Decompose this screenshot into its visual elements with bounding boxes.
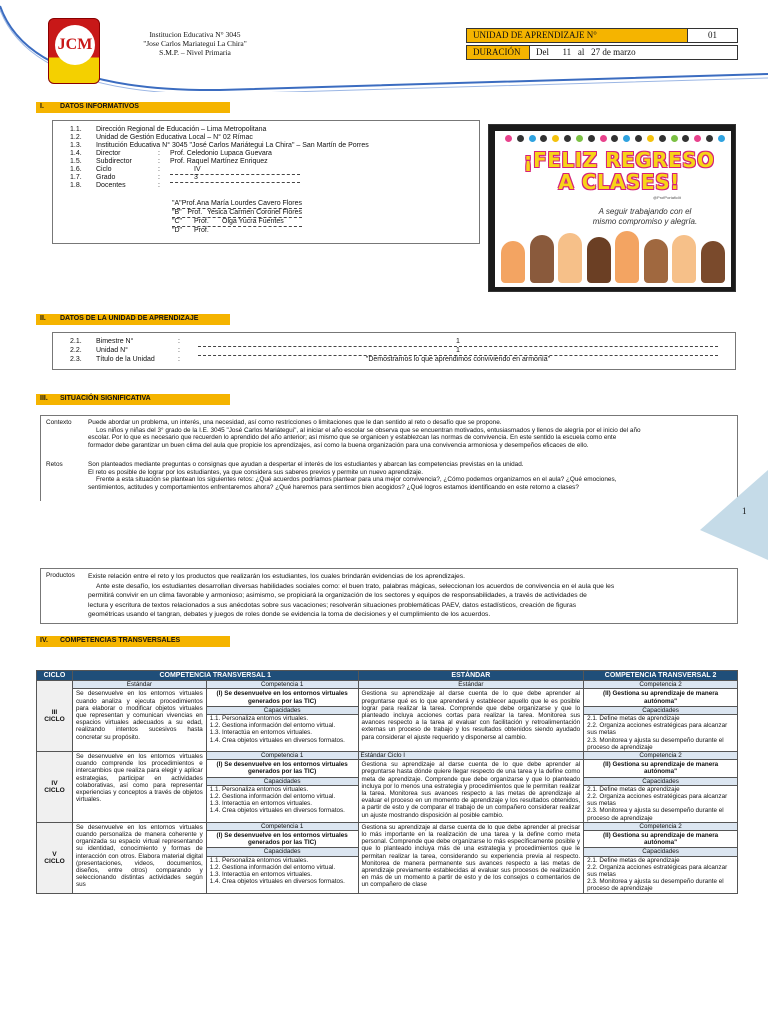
poster-title-line: ¡FELIZ REGRESO (523, 148, 715, 172)
contexto-line: Los niños y niñas del 3° grado de la I.E. 3045 "José Carlos Mariátegui", al iniciar el año escolar se observa que se encuentran motivados, entusiasmados y llenos de alegría por el inicio del año (96, 426, 641, 434)
page-number: 1 (742, 506, 747, 516)
ciclo-cell: IV CICLO (37, 752, 73, 823)
school-logo (48, 18, 100, 84)
list-item: 1.1. Personaliza entornos virtuales. (209, 785, 309, 793)
poster-dot-border (505, 135, 725, 143)
comp1-name-cell: (I) Se desenvuelve en los entornos virtuales generados por las TIC) (206, 831, 358, 848)
datos-num: 1.2. (70, 134, 82, 141)
column-header: COMPETENCIA TRANSVERSAL 2 (584, 671, 738, 681)
poster-subtitle-line: A seguir trabajando con el (598, 207, 692, 216)
productos-line: Ante este desafío, los estudiantes desarrollan diversas habilidades sociales como: el buen trato, palabras mágicas, seleccionan los acuerdos de convivencia en el aula que les (96, 582, 615, 590)
section-number: III. (40, 395, 48, 402)
retos-line: sentimientos, actitudes y comportamientos enfrentaremos ahora? ¿Qué haremos para sentirnos bien acogidos? ¿Qué logros estamos identificando en este retorno a clases? (88, 483, 579, 491)
datos-value: Prof. Celedonio Lupaca Guevara (170, 150, 272, 157)
contexto-line: escolar. Por lo que es necesario que recuerden lo aprendido del año anterior; así mismo que se organicen y establezcan las normas de convivencia. En este sentido la escuela como ente (88, 434, 617, 442)
datos-label: Director (96, 150, 121, 157)
capacidades-label-cell: Capacidades (206, 706, 358, 714)
list-item: 1.3. Interactúa en entornos virtuales. (209, 871, 312, 879)
productos-line: permitirá convivir en un clima favorable y armonioso; asimismo, se propiciará la organización de los sectores y equipos de responsabilidades, a través de actividades de (88, 592, 587, 600)
retos-line: Son planteados mediante preguntas o consignas que ayudan a despertar el interés de los estudiantes y abarcan las competencias previstas en la unidad. (88, 461, 524, 468)
unidad-row (70, 338, 718, 347)
capacidades1-cell (206, 715, 358, 752)
retos-text (88, 461, 734, 491)
poster-title (519, 149, 719, 193)
productos-line: lectura y escritura de textos relacionados a sus anécdotas sobre sus vacaciones; resolverán situaciones problemáticas PAEV, datos estadísticos, creación de figuras (88, 601, 577, 609)
unidad-num: 2.2. (70, 347, 82, 354)
table-row (37, 689, 738, 706)
unit-label: UNIDAD DE APRENDIZAJE N° (466, 28, 688, 43)
estandar-label-cell: Estándar Ciclo I (358, 752, 584, 760)
estandar1-cell: Se desenvuelve en los entornos virtuales cuando analiza y ejecuta procedimientos para elaborar o modificar objetos virtuales que representan y comunican vivencias en espacios virtuales adecuados a su edad, realizando intentos sucesivos hasta concretar su propósito. (72, 689, 206, 752)
unidad-value: 1 (198, 338, 718, 347)
section-number: II. (40, 315, 46, 322)
datos-row (70, 150, 272, 158)
datos-num: 1.4. (70, 150, 82, 157)
estandar2-cell: Gestiona su aprendizaje al darse cuenta de lo que debe aprender al preguntarse hasta dónde quiere llegar respecto de una tarea y la define como meta de aprendizaje. Comprende que debe organizarse y que lo planteado incluya por lo menos una estrategia y procedimientos que le permitan realizar la tarea. Monitorea sus avances respecto a las metas de aprendizaje al evaluar el proceso en un momento de aprendizaje y los resultados obtenidos, a partir de esto y de comparar el trabajo de un compañero considerar realizar un ajuste mostrando disposición al posible cambio. (358, 760, 584, 823)
datos-row (70, 134, 253, 142)
unidad-value: 1 (198, 347, 718, 356)
datos-colon: : (158, 182, 160, 189)
datos-colon: : (158, 166, 160, 173)
capacidades1-cell (206, 785, 358, 822)
datos-value: IV (170, 166, 300, 175)
school-name-line: Institucion Educativa N° 3045 (149, 30, 241, 39)
section-header-competencias (36, 636, 230, 647)
productos-text (88, 572, 734, 620)
estandar1-cell: Se desenvuelve en los entornos virtuales cuando personaliza de manera coherente y organizada su espacio virtual representando su identidad, conocimiento y formas de interacción con otros. Elabora material digital (presentaciones, videos, documentos, diseños, entre otros) comparando y seleccionando distintas actividades según sus (72, 822, 206, 893)
unidad-label: Unidad N° (96, 347, 128, 354)
list-item: 2.2. Organiza acciones estratégicas para alcanzar sus metas (587, 722, 728, 737)
list-item: 2.1. Define metas de aprendizaje (587, 856, 680, 864)
unidad-colon: : (178, 338, 180, 345)
section-header-datos-informativos (36, 102, 230, 113)
list-item: 2.3. Monitorea y ajusta su desempeño durante el proceso de aprendizaje (587, 807, 724, 822)
table-row (37, 681, 738, 689)
productos-label: Productos (46, 572, 75, 579)
column-header: ESTÁNDAR (358, 671, 584, 681)
unit-value: 01 (688, 28, 738, 43)
table-row (37, 752, 738, 760)
docente-name: Olga Yucra Fuentes (222, 218, 284, 225)
contexto-text (88, 419, 734, 449)
datos-num: 1.1. (70, 126, 82, 133)
poster-subtitle (585, 207, 705, 227)
datos-colon: : (158, 174, 160, 181)
unidad-title-value: "Demostramos lo que aprendimos conviviendo en armonía" (365, 356, 551, 363)
docente-row (172, 200, 302, 209)
unidad-label: Título de la Unidad (96, 356, 155, 363)
datos-num: 1.5. (70, 158, 82, 165)
datos-text: Institución Educativa N° 3045 "José Carlos Mariátegui La Chira" – San Martín de Porres (96, 142, 369, 149)
unidad-colon: : (178, 347, 180, 354)
retos-label: Retos (46, 461, 63, 468)
poster-signature: @ProfPortaficlit (653, 195, 681, 200)
list-item: 2.3. Monitorea y ajusta su desempeño durante el proceso de aprendizaje (587, 878, 724, 893)
estandar1-cell: Se desenvuelve en los entornos virtuales cuando comprende los procedimientos e intercambios que realiza para elegir y aplicar estrategias, participar en actividades colaborativas, así como para representar experiencias y conceptos a través de objetos virtuales. (72, 752, 206, 823)
contexto-line: formador debe garantizar un buen clima del aula que propicie los aprendizajes, así como la buena organización para una convivencia armoniosa y desempeños eficaces de ello. (88, 441, 589, 449)
unidad-num: 2.3. (70, 356, 82, 363)
competencias-table (36, 670, 738, 894)
docente-name: Ana María Lourdes Cavero Flores (196, 200, 302, 207)
unidad-label: Bimestre N° (96, 338, 134, 345)
capacidades2-cell (584, 856, 738, 893)
column-header: CICLO (37, 671, 73, 681)
page-corner-shape (700, 470, 768, 560)
docente-row (172, 209, 302, 218)
datos-label: Ciclo (96, 166, 112, 173)
section-number: IV. (40, 637, 48, 644)
list-item: 1.1. Personaliza entornos virtuales. (209, 715, 309, 723)
capacidades-label-cell: Capacidades (206, 848, 358, 856)
list-item: 1.1. Personaliza entornos virtuales. (209, 856, 309, 864)
section-title: DATOS INFORMATIVOS (60, 103, 139, 110)
productos-line: geométricas usando el tangran, debates y juegos de roles donde se evidencia la toma de decisiones y el cumplimiento de los acuerdos. (88, 611, 491, 619)
datos-label: Docentes (96, 182, 126, 189)
table-header-row (37, 671, 738, 681)
list-item: 2.2. Organiza acciones estratégicas para alcanzar sus metas (587, 863, 728, 879)
comp1-label-cell: Competencia 1 (206, 752, 358, 760)
ciclo-cell: V CICLO (37, 822, 73, 893)
duration-row (466, 45, 738, 60)
list-item: 1.2. Gestiona información del entorno virtual. (209, 793, 336, 801)
estandar-label-cell: Estándar (72, 681, 206, 689)
list-item: 1.4. Crea objetos virtuales en diversos formatos. (209, 736, 345, 744)
poster-subtitle-line: mismo compromiso y alegría. (592, 217, 698, 226)
comp2-label-cell: Competencia 2 (584, 752, 738, 760)
datos-row (70, 158, 268, 166)
duration-value: Del 11 al 27 de marzo (530, 45, 738, 60)
poster-children-illustration (499, 231, 727, 283)
unit-number-row (466, 28, 738, 43)
capacidades-label-cell: Capacidades (584, 848, 738, 856)
estandar2-cell: Gestiona su aprendizaje al darse cuenta de lo que debe aprender al precisar lo más importante en la realización de una tarea y la define como meta personal. Comprende que debe organizarse lo más específicamente posible y que lo planteado incluya más de una estrategia y procedimientos que le permitan realizar la tarea, considerando su experiencia previa al respecto. Monitorea de manera permanente sus avances respecto a las metas de aprendizaje previamente establecidas al evaluar sus procesos de realización en más de un momento a partir de esto y de los consejos o comentarios de un compañero de clase (358, 822, 584, 893)
section-title: SITUACIÓN SIGNIFICATIVA (60, 395, 151, 402)
datos-text: Unidad de Gestión Educativa Local – N° 02 Rímac (96, 134, 253, 141)
page-header (0, 0, 768, 92)
capacidades-label-cell: Capacidades (206, 777, 358, 785)
poster-title-line: A CLASES! (558, 170, 680, 194)
datos-num: 1.7. (70, 174, 82, 181)
section-header-datos-unidad (36, 314, 230, 325)
school-logo-emblem: JCM (55, 25, 95, 65)
section-title: DATOS DE LA UNIDAD DE APRENDIZAJE (60, 315, 199, 322)
capacidades2-cell (584, 785, 738, 822)
list-item: 2.3. Monitorea y ajusta su desempeño durante el proceso de aprendizaje (587, 736, 724, 751)
section-number: I. (40, 103, 44, 110)
comp2-name-cell: (II) Gestiona su aprendizaje de manera autónoma" (584, 831, 738, 848)
datos-num: 1.3. (70, 142, 82, 149)
estandar-label-cell: Estándar (358, 681, 584, 689)
docente-section: "C" (172, 218, 183, 225)
capacidades-label-cell: Capacidades (584, 706, 738, 714)
unidad-row (70, 356, 718, 364)
datos-row (70, 182, 170, 190)
docente-section: "A" (172, 200, 182, 207)
list-item: 1.4. Crea objetos virtuales en diversos formatos. (209, 807, 345, 815)
contexto-line: Puede abordar un problema, un interés, una necesidad, así como restricciones o limitaciones que le dan sentido al reto o desafío que se propone. (88, 419, 502, 426)
capacidades1-cell (206, 856, 358, 893)
list-item: 2.2. Organiza acciones estratégicas para alcanzar sus metas (587, 793, 728, 808)
datos-colon: : (158, 158, 160, 165)
datos-text: Dirección Regional de Educación – Lima Metropolitana (96, 126, 267, 133)
comp1-label-cell: Competencia 1 (206, 822, 358, 830)
capacidades-label-cell: Capacidades (584, 777, 738, 785)
comp1-name-cell: (I) Se desenvuelve en los entornos virtuales generados por las TIC) (206, 760, 358, 777)
comp1-name-cell: (I) Se desenvuelve en los entornos virtuales generados por las TIC) (206, 689, 358, 706)
list-item: 1.2. Gestiona información del entorno virtual. (209, 722, 336, 730)
datos-label: Grado (96, 174, 116, 181)
retos-line: Frente a esta situación se plantean los siguientes retos: ¿Qué acuerdos podríamos plantear para una mejor convivencia?, ¿Cómo podemos organizarnos en el aula? ¿Qué emociones, (96, 476, 617, 484)
datos-value: 3 (170, 174, 300, 183)
datos-num: 1.8. (70, 182, 82, 189)
productos-line: Existe relación entre el reto y los productos que realizarán los estudiantes, los cuales brindarán evidencias de los aprendizajes. (88, 573, 465, 580)
comp2-label-cell: Competencia 2 (584, 822, 738, 830)
list-item: 1.4. Crea objetos virtuales en diversos formatos. (209, 878, 345, 886)
docente-prefix: Prof. (181, 200, 197, 207)
docente-row (172, 218, 302, 227)
docente-section: "B" (172, 209, 182, 216)
list-item: 1.2. Gestiona información del entorno virtual. (209, 863, 336, 871)
docente-prefix: Prof. (194, 218, 209, 225)
section-header-situacion (36, 394, 230, 405)
datos-row (70, 142, 369, 150)
datos-colon: : (158, 150, 160, 157)
unidad-num: 2.1. (70, 338, 82, 345)
welcome-poster-image (488, 124, 736, 292)
section-title: COMPETENCIAS TRANSVERSALES (60, 637, 181, 644)
contexto-label: Contexto (46, 419, 72, 426)
school-name-block (110, 30, 280, 57)
estandar2-cell: Gestiona su aprendizaje al darse cuenta de lo que debe aprender al preguntarse qué es lo que aprenderá y establecer aquello que le es posible lograr para realizar la tarea. Comprende que debe organizarse y que lo planteado incluya acciones cortas para realizar la tarea. Monitorea sus avances respecto a la tarea al evaluar con facilitación y retroalimentación externas un proceso de trabajo y los resultados obtenidos siendo ayudado para considerar el ajuste requerido y disponerse al cambio. (358, 689, 584, 752)
retos-line: El reto es posible de lograr por los estudiantes, ya que considera sus saberes previos y permite un nuevo aprendizaje. (88, 468, 423, 476)
school-name-line: S.M.P. – Nivel Primaria (159, 48, 231, 57)
list-item: 2.1. Define metas de aprendizaje (587, 715, 680, 723)
table-row (37, 822, 738, 830)
comp2-name-cell: (II) Gestiona su aprendizaje de manera autónoma" (584, 760, 738, 777)
datos-row (70, 126, 266, 134)
comp2-name-cell: (II) Gestiona su aprendizaje de manera autónoma" (584, 689, 738, 706)
datos-num: 1.6. (70, 166, 82, 173)
list-item: 2.1. Define metas de aprendizaje (587, 785, 680, 793)
datos-value: Prof. Raquel Martínez Enriquez (170, 158, 268, 165)
comp1-label-cell: Competencia 1 (206, 681, 358, 689)
docente-prefix: Prof. (194, 227, 209, 234)
comp2-label-cell: Competencia 2 (584, 681, 738, 689)
docente-section: "D" (172, 227, 183, 234)
column-header: COMPETENCIA TRANSVERSAL 1 (72, 671, 358, 681)
unidad-row (70, 347, 718, 356)
ciclo-cell: III CICLO (37, 681, 73, 752)
docente-row (172, 227, 302, 235)
school-name-line: "Jose Carlos Mariategui La Chira" (143, 39, 247, 48)
unit-info-box (466, 28, 738, 60)
docente-prefix: Prof. (187, 209, 203, 216)
duration-label: DURACIÓN (466, 45, 530, 60)
list-item: 1.3. Interactúa en entornos virtuales. (209, 729, 312, 737)
datos-label: Subdirector (96, 158, 132, 165)
list-item: 1.3. Interactúa en entornos virtuales. (209, 800, 312, 808)
capacidades2-cell (584, 715, 738, 752)
docente-name: Yesica Carmen Coronel Flores (206, 209, 302, 216)
unidad-colon: : (178, 356, 180, 363)
